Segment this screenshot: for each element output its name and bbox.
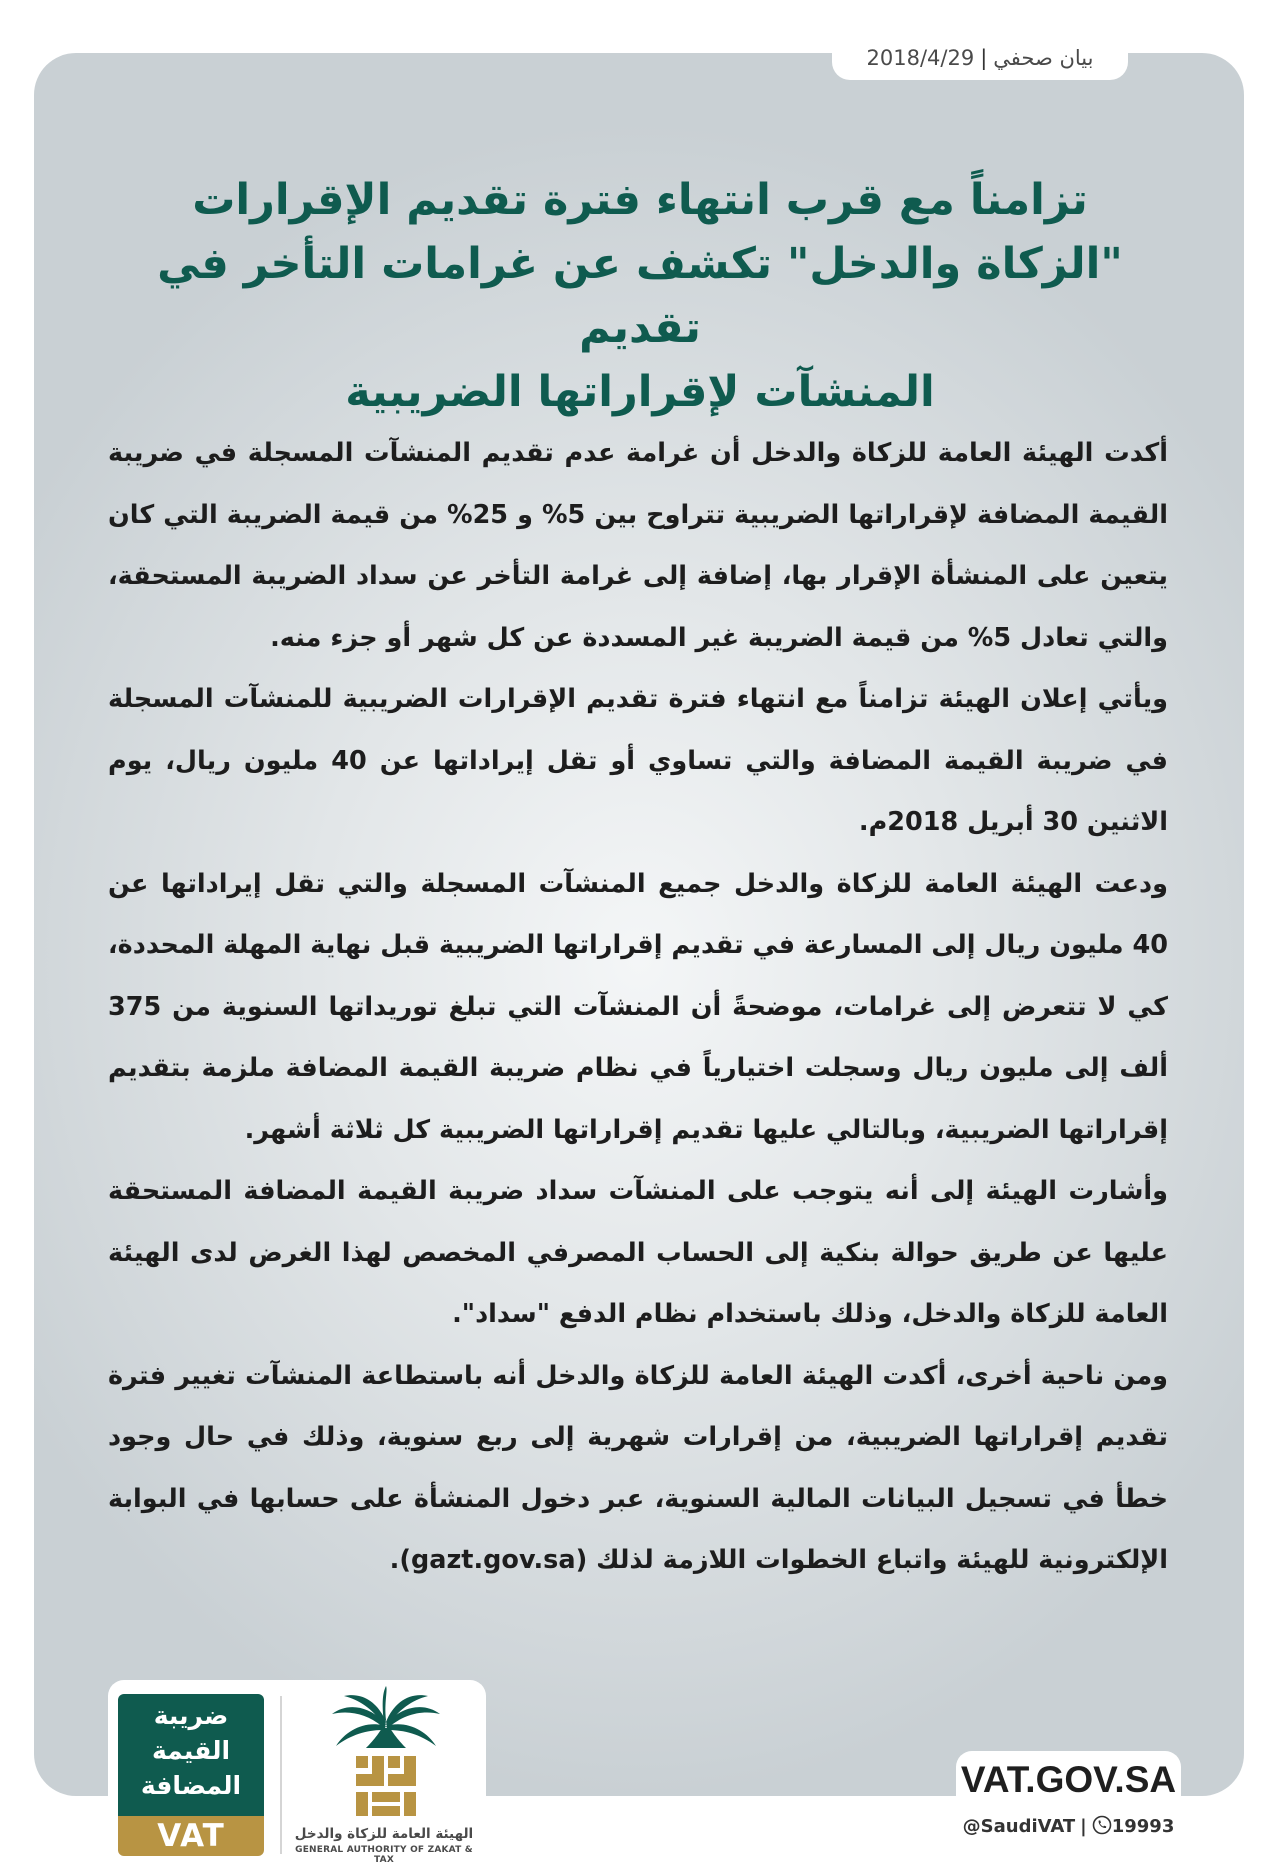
phone-icon (1092, 1815, 1112, 1835)
authority-name-ar: الهيئة العامة للزكاة والدخل (294, 1826, 474, 1842)
vat-logo (118, 1694, 264, 1854)
contact-box (956, 1751, 1181, 1863)
vat-logo-line-3: المضافة (140, 1771, 242, 1800)
vat-logo-line-2: القيمة (151, 1736, 231, 1765)
paragraph-3: ودعت الهيئة العامة للزكاة والدخل جميع المنشآت المسجلة والتي تقل إيراداتها عن 40 مليون ريال إلى المسارعة في تقديم إقراراتها الضريبية قبل نهاية المهلة المحددة، كي لا تتعرض إلى غرامات، موضحةً أن المنشآت التي تبلغ توريداتها السنوية من 375 ألف إلى مليون ريال وسجلت اختيارياً في نظام ضريبة القيمة المضافة ملزمة بتقديم إقراراتها الضريبية، وبالتالي عليها تقديم إقراراتها الضريبية كل ثلاثة أشهر. (108, 868, 1168, 1145)
vat-logo-text (118, 1694, 264, 1816)
twitter-handle[interactable]: @SaudiVAT (962, 1816, 1076, 1837)
headline-line-3: المنشآت لإقراراتها الضريبية (345, 367, 935, 417)
press-release-label: بيان صحفي (993, 46, 1094, 70)
vat-logo-line-1: ضريبة (153, 1701, 229, 1730)
authority-name-en: GENERAL AUTHORITY OF ZAKAT & TAX (295, 1845, 473, 1865)
social-line (956, 1815, 1181, 1837)
paragraph-4: وأشارت الهيئة إلى أنه يتوجب على المنشآت سداد ضريبة القيمة المضافة المستحقة عليها عن طريق حوالة بنكية إلى الحساب المصرفي المخصص لهذا الغرض لدى الهيئة العامة للزكاة والدخل، وذلك باستخدام نظام الدفع "سداد". (108, 1176, 1168, 1329)
phone-number[interactable]: 19993 (1111, 1816, 1175, 1837)
paragraph-5: ومن ناحية أخرى، أكدت الهيئة العامة للزكاة والدخل أنه باستطاعة المنشآت تغيير فترة تقديم إقراراتها الضريبية، من إقرارات شهرية إلى ربع سنوية، وذلك في حال وجود خطأ في تسجيل البيانات المالية السنوية، عبر دخول المنشأة على حسابها في البوابة الإلكترونية للهيئة واتباع الخطوات اللازمة لذلك (gazt.gov.sa). (108, 1360, 1168, 1575)
palm-logo-icon (326, 1686, 446, 1826)
paragraph-2: ويأتي إعلان الهيئة تزامناً مع انتهاء فترة تقديم الإقرارات الضريبية للمنشآت المسجلة في ضريبة القيمة المضافة والتي تساوي أو تقل إيراداتها عن 40 مليون ريال، يوم الاثنين 30 أبريل 2018م. (108, 684, 1168, 837)
separator: | (980, 46, 988, 70)
article-body (108, 423, 1168, 1592)
headline-line-2: "الزكاة والدخل" تكشف عن غرامات التأخر في تقديم (157, 239, 1123, 353)
separator: | (1080, 1816, 1087, 1837)
date-tab (832, 36, 1128, 80)
paragraph-1: أكدت الهيئة العامة للزكاة والدخل أن غرامة عدم تقديم المنشآت المسجلة في ضريبة القيمة المضافة لإقراراتها الضريبية تتراوح بين 5% و 25% من قيمة الضريبة التي كان يتعين على المنشأة الإقرار بها، إضافة إلى غرامة التأخر عن سداد الضريبة المستحقة، والتي تعادل 5% من قيمة الضريبة غير المسددة عن كل شهر أو جزء منه. (108, 438, 1168, 653)
headline (110, 168, 1170, 424)
logo-box (108, 1680, 486, 1863)
website-link[interactable]: VAT.GOV.SA (960, 1759, 1177, 1800)
headline-line-1: تزامناً مع قرب انتهاء فترة تقديم الإقرارات (192, 175, 1088, 225)
vat-badge: VAT (118, 1816, 264, 1856)
logo-divider (280, 1696, 282, 1854)
release-date: 2018/4/29 (866, 46, 975, 70)
